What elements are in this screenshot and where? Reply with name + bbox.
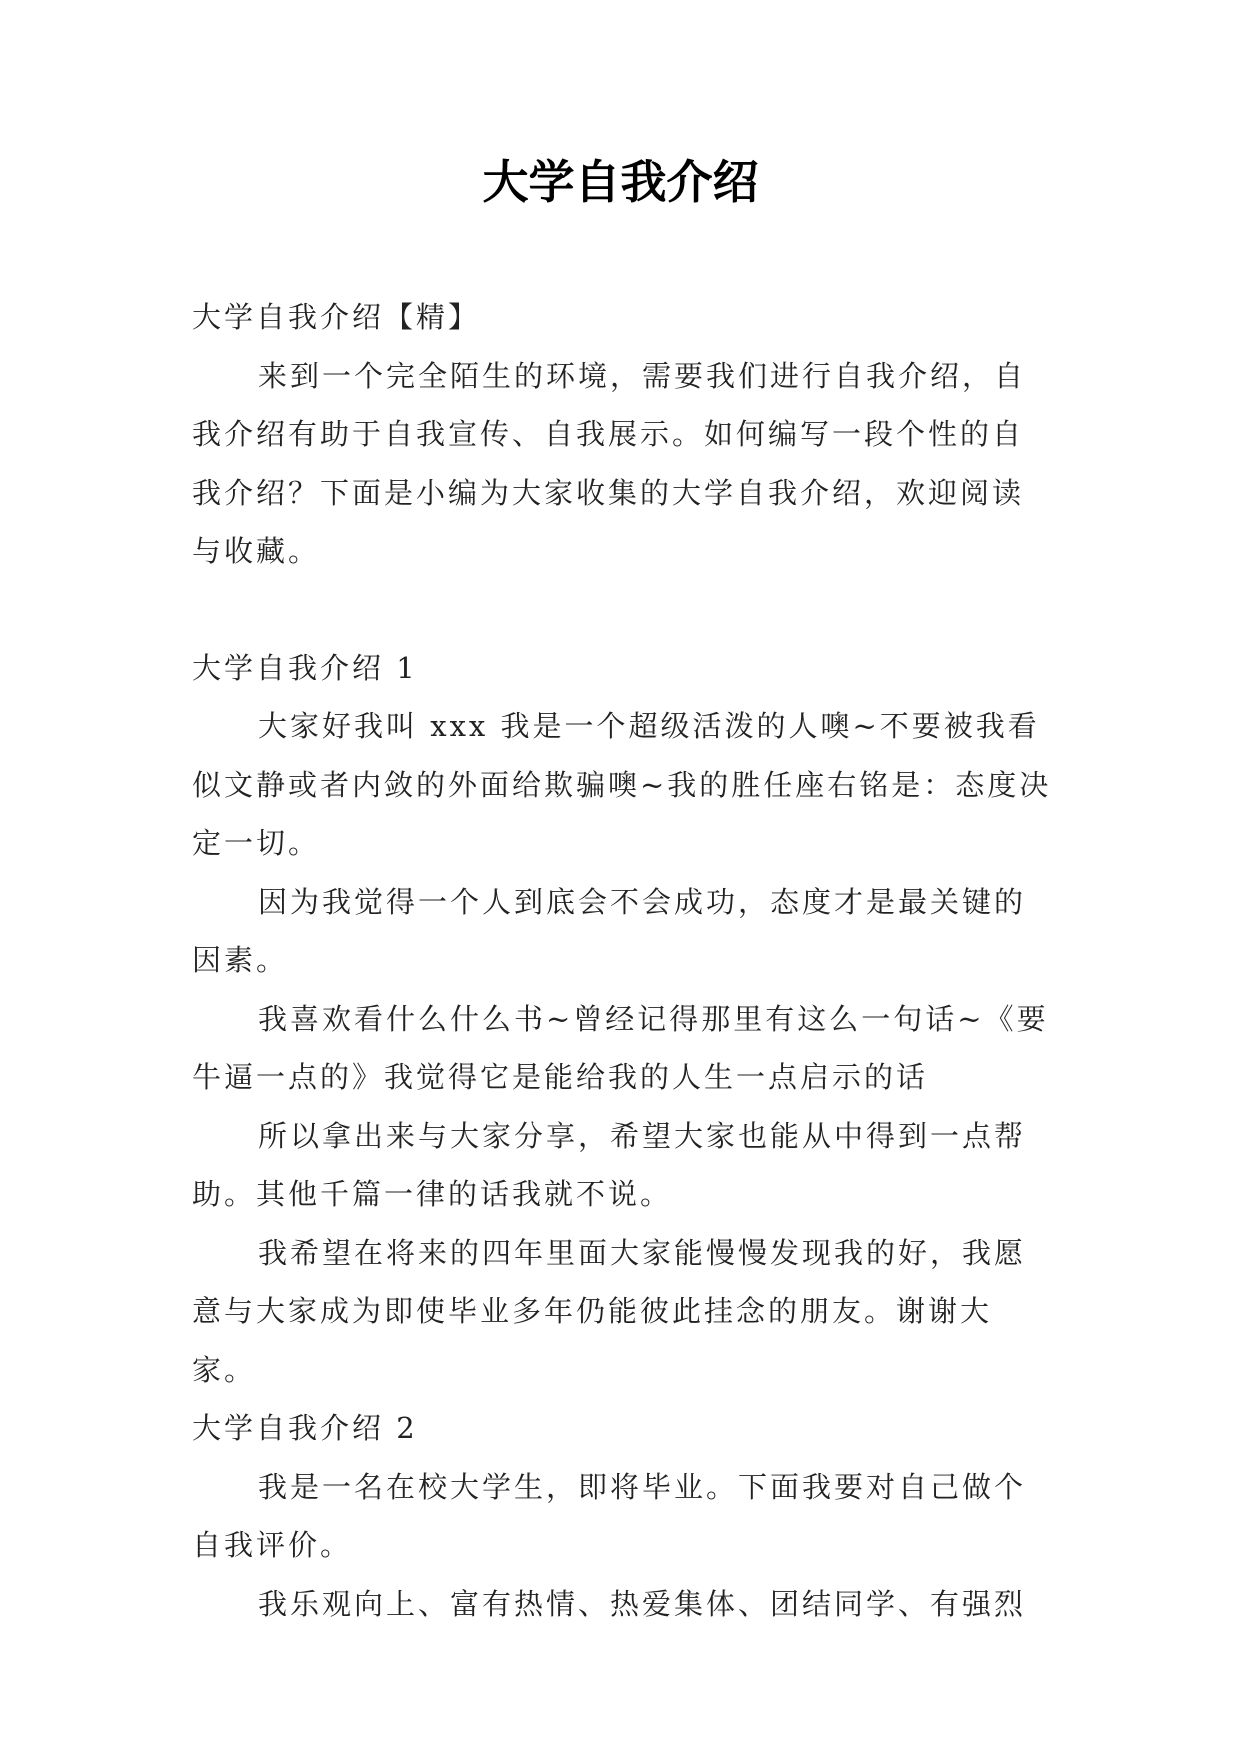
document-title: 大学自我介绍: [482, 155, 759, 209]
intro-paragraph: 来到一个完全陌生的环境，需要我们进行自我介绍，自我介绍有助于自我宣传、自我展示。如何编写一段个性的自我介绍？下面是小编为大家收集的大学自我介绍，欢迎阅读与收藏。: [192, 358, 1027, 568]
section-1-paragraph: 所以拿出来与大家分享，希望大家也能从中得到一点帮助。其他千篇一律的话我就不说。: [192, 1118, 1027, 1211]
section-1-heading: 大学自我介绍 1: [192, 650, 418, 685]
section-2-paragraph: 我乐观向上、富有热情、热爱集体、团结同学、有强烈: [258, 1586, 1027, 1621]
section-1-paragraph: 大家好我叫 xxx 我是一个超级活泼的人噢~不要被我看似文静或者内敛的外面给欺骗噢~我的胜任座右铭是：态度决定一切。: [192, 709, 1052, 860]
intro-heading: 大学自我介绍【精】: [192, 300, 481, 334]
section-1-paragraph: 我喜欢看什么什么书~曾经记得那里有这么一句话~《要牛逼一点的》我觉得它是能给我的人生一点启示的话: [192, 1001, 1049, 1094]
document-body: [192, 288, 1052, 1633]
section-2-paragraph: 我是一名在校大学生，即将毕业。下面我要对自己做个自我评价。: [192, 1469, 1027, 1562]
section-1-paragraph: 我希望在将来的四年里面大家能慢慢发现我的好，我愿意与大家成为即使毕业多年仍能彼此挂念的朋友。谢谢大家。: [192, 1235, 1027, 1387]
section-spacer: [192, 581, 1052, 639]
section-1-paragraph: 因为我觉得一个人到底会不会成功，态度才是最关键的因素。: [192, 884, 1027, 977]
section-2-heading: 大学自我介绍 2: [192, 1411, 418, 1445]
